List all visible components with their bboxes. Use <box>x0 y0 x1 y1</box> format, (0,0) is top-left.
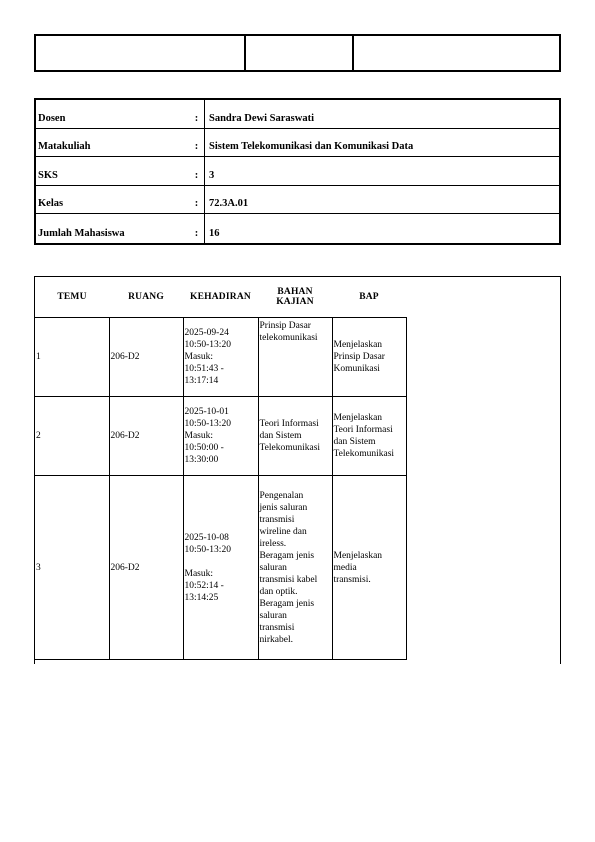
info-row-kelas <box>36 186 559 215</box>
cell-temu: 2 <box>35 397 109 476</box>
cell-kehadiran: 2025-09-24 10:50-13:20 Masuk: 10:51:43 - 13:17:14 <box>183 318 258 397</box>
header-kehadiran: KEHADIRAN <box>190 292 251 302</box>
header-bap: BAP <box>359 292 379 302</box>
cell-temu: 3 <box>35 476 109 660</box>
cell-ruang: 206-D2 <box>109 397 183 476</box>
info-value: 72.3A.01 <box>204 186 559 214</box>
info-label: Kelas <box>38 198 64 210</box>
info-label: Dosen <box>38 112 66 124</box>
header-cell-2 <box>246 36 354 70</box>
header-temu: TEMU <box>57 292 87 302</box>
info-value: 16 <box>204 214 559 243</box>
cell-kehadiran: 2025-10-08 10:50-13:20 Masuk: 10:52:14 - 13:14:25 <box>183 476 258 660</box>
meetings-table <box>35 277 407 660</box>
cell-ruang: 206-D2 <box>109 476 183 660</box>
header-box <box>34 34 561 72</box>
info-label: Matakuliah <box>38 141 91 153</box>
info-row-jumlah-mahasiswa <box>36 214 559 243</box>
info-label: SKS <box>38 169 58 181</box>
cell-bahan-kajian: Prinsip Dasar telekomunikasi <box>258 318 332 397</box>
info-value: 3 <box>204 157 559 185</box>
cell-bap: Menjelaskan media transmisi. <box>332 476 406 660</box>
info-row-sks <box>36 157 559 186</box>
cell-bap: Menjelaskan Prinsip Dasar Komunikasi <box>332 318 406 397</box>
meetings-header-row <box>35 277 406 318</box>
table-row <box>35 476 406 660</box>
table-row <box>35 318 406 397</box>
cell-bahan-kajian: Teori Informasi dan Sistem Telekomunikasi <box>258 397 332 476</box>
cell-ruang: 206-D2 <box>109 318 183 397</box>
cell-bahan-kajian: Pengenalan jenis saluran transmisi wireline dan ireless. Beragam jenis saluran transmisi kabel dan optik. Beragam jenis saluran transmisi nirkabel. <box>258 476 332 660</box>
course-info-table <box>34 98 561 245</box>
info-row-dosen <box>36 100 559 129</box>
cell-temu: 1 <box>35 318 109 397</box>
header-bahan-kajian: BAHAN KAJIAN <box>276 287 314 307</box>
info-separator: : <box>194 169 199 181</box>
header-cell-1 <box>36 36 246 70</box>
info-label: Jumlah Mahasiswa <box>38 227 125 239</box>
info-separator: : <box>194 112 199 124</box>
table-row <box>35 397 406 476</box>
info-separator: : <box>194 141 199 153</box>
info-row-matakuliah <box>36 129 559 158</box>
meetings-table-frame <box>34 276 561 664</box>
info-separator: : <box>194 227 199 239</box>
info-separator: : <box>194 198 199 210</box>
header-cell-3 <box>354 36 559 70</box>
cell-bap: Menjelaskan Teori Informasi dan Sistem Telekomunikasi <box>332 397 406 476</box>
cell-kehadiran: 2025-10-01 10:50-13:20 Masuk: 10:50:00 - 13:30:00 <box>183 397 258 476</box>
info-value: Sistem Telekomunikasi dan Komunikasi Data <box>204 129 559 157</box>
header-ruang: RUANG <box>128 292 164 302</box>
info-value: Sandra Dewi Saraswati <box>204 100 559 128</box>
